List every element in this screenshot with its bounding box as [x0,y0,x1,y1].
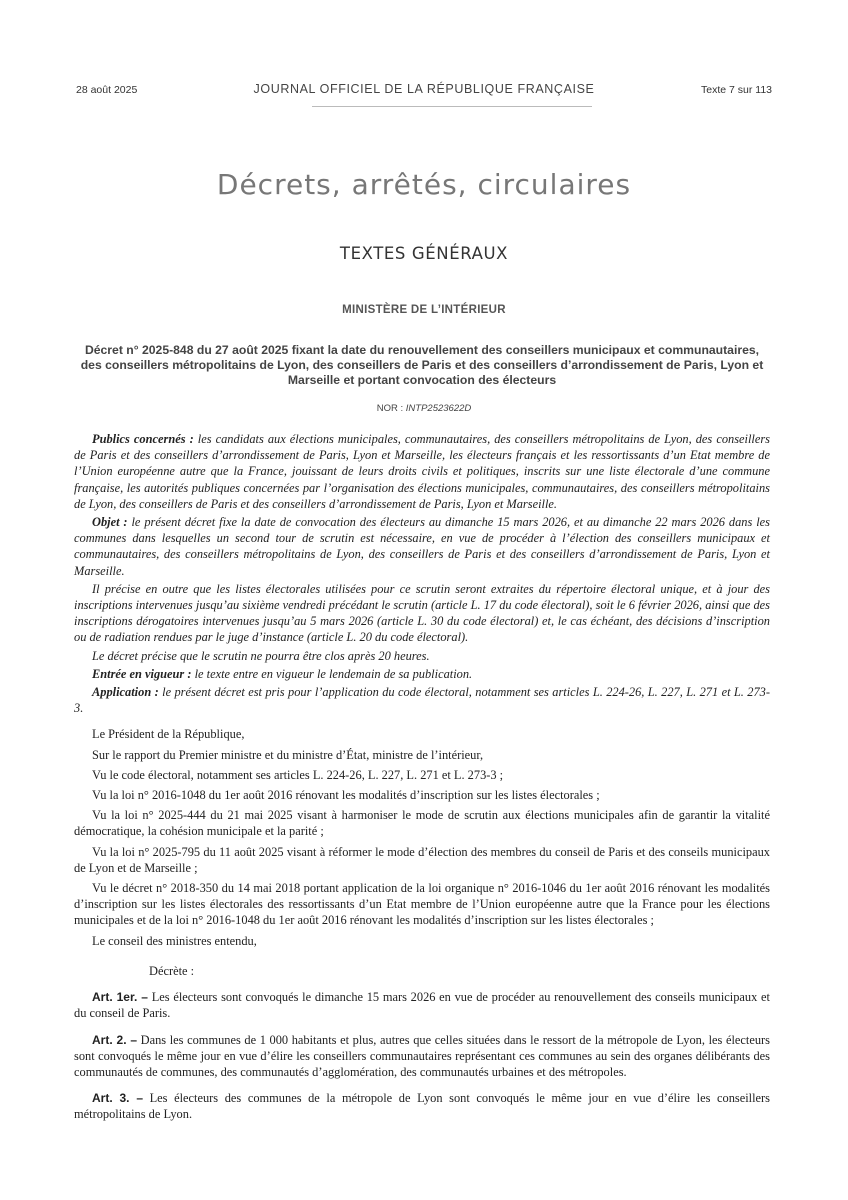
publication-date: 28 août 2025 [76,84,138,96]
visa-line: Vu la loi n° 2025-795 du 11 août 2025 visant à réformer le mode d’élection des membres du conseil de Paris et des conseils municipaux de Lyon et de Marseille ; [74,844,770,875]
notice-precision-1: Il précise en outre que les listes électorales utilisées pour ce scrutin seront extraites du répertoire électoral unique, et à jour des inscriptions intervenues jusqu’au sixième vendredi précédant le scrutin (article L. 17 du code électoral), soit le 6 février 2026, ainsi que des inscriptions dérogatoires intervenues jusqu’au 5 mars 2026 (article L. 30 du code électoral) et, le cas échéant, des décisions d’inscription ou de radiation rendues par le juge d’instance (article L. 20 du code électoral). [74,581,770,645]
article-1 [74,989,770,1021]
header-rule [312,106,592,107]
section-subtitle: TEXTES GÉNÉRAUX [339,244,509,263]
decree-title: Décret n° 2025-848 du 27 août 2025 fixant la date du renouvellement des conseillers municipaux et communautaires, des conseillers métropolitains de Lyon, des conseillers de Paris et des conseillers d’arrondissement de Paris, Lyon et Marseille et portant convocation des électeurs [80,343,764,387]
visa-line: Sur le rapport du Premier ministre et du ministre d’État, ministre de l’intérieur, [92,747,484,762]
article-number: Art. 2. – [92,1032,138,1047]
nor-label: NOR : [376,403,404,414]
decrete-heading: Décrète : [149,963,195,978]
article-text: Les électeurs des communes de la métropole de Lyon sont convoqués le même jour en vue d’élire les conseillers métropolitains de Lyon. [74,1091,770,1122]
visas [74,726,770,948]
nor-value: INTP2523622D [405,403,472,414]
notice-precision-2: Le décret précise que le scrutin ne pourra être clos après 20 heures. [92,648,430,663]
objet-label: Objet : [92,515,128,530]
article-number: Art. 1er. – [92,990,148,1005]
decree-body [74,431,770,1133]
visa-line: Vu la loi n° 2016-1048 du 1er août 2016 rénovant les modalités d’inscription sur les listes électorales ; [92,788,600,803]
visa-line: Vu la loi n° 2025-444 du 21 mai 2025 visant à harmoniser le mode de scrutin aux élections municipales afin de garantir la vitalité démocratique, la cohésion municipale et la parité ; [74,808,770,839]
visa-line: Vu le décret n° 2018-350 du 14 mai 2018 portant application de la loi organique n° 2016-1046 du 1er août 2016 rénovant les modalités d’inscription sur les listes électorales des ressortissants d’un Etat membre de l’Union européenne autre que la France pour les élections municipales et de la loi n° 2016-1048 du 1er août 2016 rénovant les modalités d’inscription sur les listes électorales ; [74,881,770,928]
notice-publics [74,431,770,512]
visa-line: Vu le code électoral, notamment ses articles L. 224-26, L. 227, L. 271 et L. 273-3 ; [92,767,504,782]
notice-application [74,684,770,716]
explanatory-notice [74,431,770,716]
article-2 [74,1032,770,1081]
section-title: Décrets, arrêtés, circulaires [216,168,632,201]
article-number: Art. 3. – [92,1091,144,1106]
page-reference: Texte 7 sur 113 [700,84,772,96]
entree-text: le texte entre en vigueur le lendemain de sa publication. [191,666,473,681]
visa-line: Le Président de la République, [92,727,245,742]
article-3 [74,1090,770,1122]
page-header [76,82,772,100]
ministry-heading: MINISTÈRE DE L’INTÉRIEUR [342,304,506,316]
application-text: le présent décret est pris pour l’application du code électoral, notamment ses articles L. 224-26, L. 227, L. 271 et L. 273-3. [74,685,770,716]
article-text: Dans les communes de 1 000 habitants et plus, autres que celles situées dans le ressort de la métropole de Lyon, les électeurs sont convoqués le même jour en vue d’élire les conseillers communautaires représentant ces communes au sein des organes délibérants des communautés de communes, des communautés d’agglomération, des communautés urbaines et des métropoles. [74,1032,770,1079]
objet-text: le présent décret fixe la date de convocation des électeurs au dimanche 15 mars 2026, et au dimanche 22 mars 2026 dans les communes dans lesquelles un second tour de scrutin est nécessaire, en vue de procéder à l’élection des conseillers municipaux et communautaires, des conseillers métropolitains de Lyon, des conseillers de Paris et des conseillers d’arrondissement de Paris, Lyon et Marseille. [74,515,770,578]
article-text: Les électeurs sont convoqués le dimanche 15 mars 2026 en vue de procéder au renouvellement des conseils municipaux et du conseil de Paris. [74,990,770,1021]
journal-name: JOURNAL OFFICIEL DE LA RÉPUBLIQUE FRANÇAISE [253,82,595,96]
entree-label: Entrée en vigueur : [92,666,192,681]
notice-entree [74,666,770,682]
notice-objet [74,514,770,579]
nor-reference [0,403,848,414]
application-label: Application : [92,685,159,700]
visa-line: Le conseil des ministres entendu, [92,933,257,948]
publics-label: Publics concernés : [92,432,194,446]
publics-text: les candidats aux élections municipales, communautaires, des conseillers métropolitains de Lyon, des conseillers de Paris et des conseillers d’arrondissement de Paris, Lyon et Marseille, les électeurs français et les ressortissants d’un Etat membre de l’Union européenne autre que la France, jouissant de leurs droits civils et politiques, inscrits sur une liste électorale d’une commune française, les autorités publiques concernées par l’organisation des élections municipales, communautaires, des conseillers métropolitains de Lyon, des conseillers de Paris et des conseillers d’arrondissement de Paris, Lyon et Marseille. [74,432,770,511]
